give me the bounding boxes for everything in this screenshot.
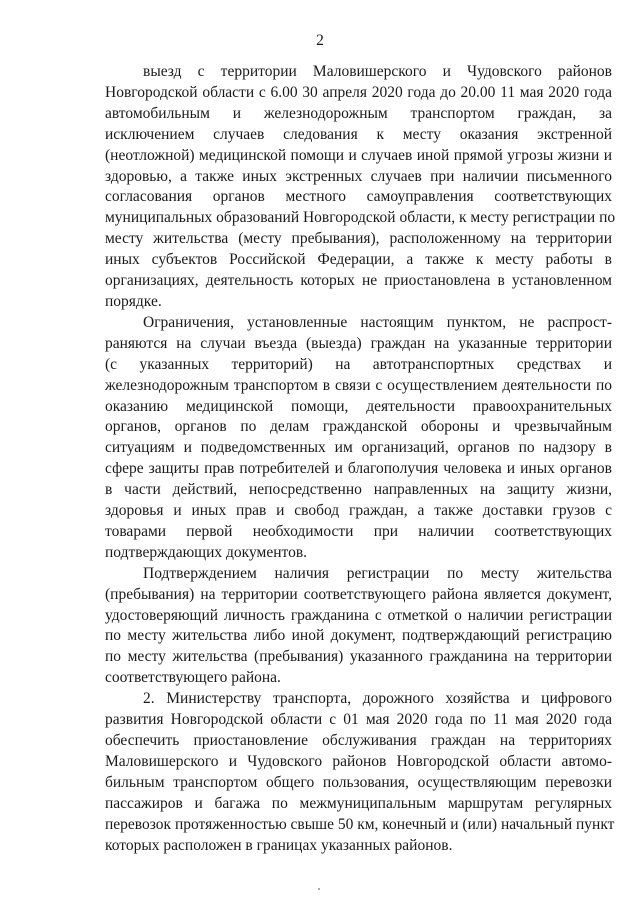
text-line: соответствующего района. <box>105 669 281 687</box>
text-line: подтверждающих документов. <box>105 543 308 561</box>
text-line: (пребывания) на территории соответствующего района является документ, <box>105 585 612 603</box>
text-line: 2. Министерству транспорта, дорожного хозяйства и цифрового <box>143 690 612 708</box>
text-line: Подтверждением наличия регистрации по месту жительства <box>143 564 612 582</box>
text-line: перевозок протяженностью свыше 50 км, конечный и (или) начальный пункт <box>105 815 615 833</box>
paragraph-item-2-transport-ministry <box>105 689 615 856</box>
text-line: по месту жительства либо иной документ, подтверждающий регистрацию <box>105 627 612 645</box>
text-line: раняются на случаи въезда (выезда) граждан на указанные территории <box>105 334 612 352</box>
text-line: в части действий, непосредственно направленных на защиту жизни, <box>105 481 612 499</box>
text-line: пассажиров и багажа по межмуниципальным маршрутам регулярных <box>105 794 612 812</box>
text-line: ситуациям и подведомственных им организаций, органов по надзору в <box>105 439 612 457</box>
text-line: Ограничения, установленные настоящим пунктом, не распрост- <box>143 313 612 331</box>
text-line: автомобильным и железнодорожным транспортом граждан, за <box>105 104 612 122</box>
text-line: товарами первой необходимости при наличии соответствующих <box>105 522 612 540</box>
text-line: развития Новгородской области с 01 мая 2020 года по 11 мая 2020 года <box>105 711 612 729</box>
text-line: удостоверяющий личность гражданина с отметкой о наличии регистрации <box>105 606 612 624</box>
text-line: исключением случаев следования к месту оказания экстренной <box>105 125 612 143</box>
text-line: обеспечить приостановление обслуживания граждан на территориях <box>105 732 612 749</box>
document-body <box>105 62 616 856</box>
text-line: организациях, деятельность которых не приостановлена в установленном <box>105 272 612 290</box>
text-line: оказанию медицинской помощи, деятельности правоохранительных <box>105 397 612 415</box>
text-line: порядке. <box>105 292 162 310</box>
paragraph-exceptions <box>105 313 612 564</box>
text-line: здоровью, а также иных экстренных случаев при наличии письменного <box>105 167 612 185</box>
paragraph-registration-proof <box>105 564 612 689</box>
text-line: Новгородской области с 6.00 30 апреля 2020 года до 20.00 11 мая 2020 года <box>105 83 612 101</box>
text-line: железнодорожным транспортом в связи с осуществлением деятельности по <box>105 376 612 394</box>
paragraph-travel-restriction <box>105 62 616 313</box>
text-line: Маловишерского и Чудовского районов Новгородской области автомо- <box>105 752 612 770</box>
text-line: (с указанных территорий) на автотранспортных средствах и <box>105 355 612 373</box>
text-line: сфере защиты прав потребителей и благополучия человека и иных органов <box>105 460 612 478</box>
text-line: органов, органов по делам гражданской обороны и чрезвычайным <box>105 418 612 436</box>
scan-speck <box>318 888 320 890</box>
text-line: месту жительства (месту пребывания), расположенному на территории <box>105 230 612 248</box>
text-line: здоровья и иных прав и свобод граждан, а также доставки грузов с <box>105 502 612 520</box>
text-line: выезд с территории Маловишерского и Чудовского районов <box>143 63 612 80</box>
text-line: согласования органов местного самоуправления соответствующих <box>105 188 612 206</box>
text-line: по месту жительства (пребывания) указанного гражданина на территории <box>105 648 612 666</box>
text-line: которых расположен в границах указанных районов. <box>105 836 453 854</box>
text-line: (неотложной) медицинской помощи и случаев иной прямой угрозы жизни и <box>105 146 612 164</box>
text-line: иных субъектов Российской Федерации, а также к месту работы в <box>105 251 612 269</box>
text-line: бильным транспортом общего пользования, осуществляющим перевозки <box>105 773 612 791</box>
page-number: 2 <box>316 32 324 49</box>
text-line: муниципальных образований Новгородской области, к месту регистрации по <box>105 209 616 227</box>
